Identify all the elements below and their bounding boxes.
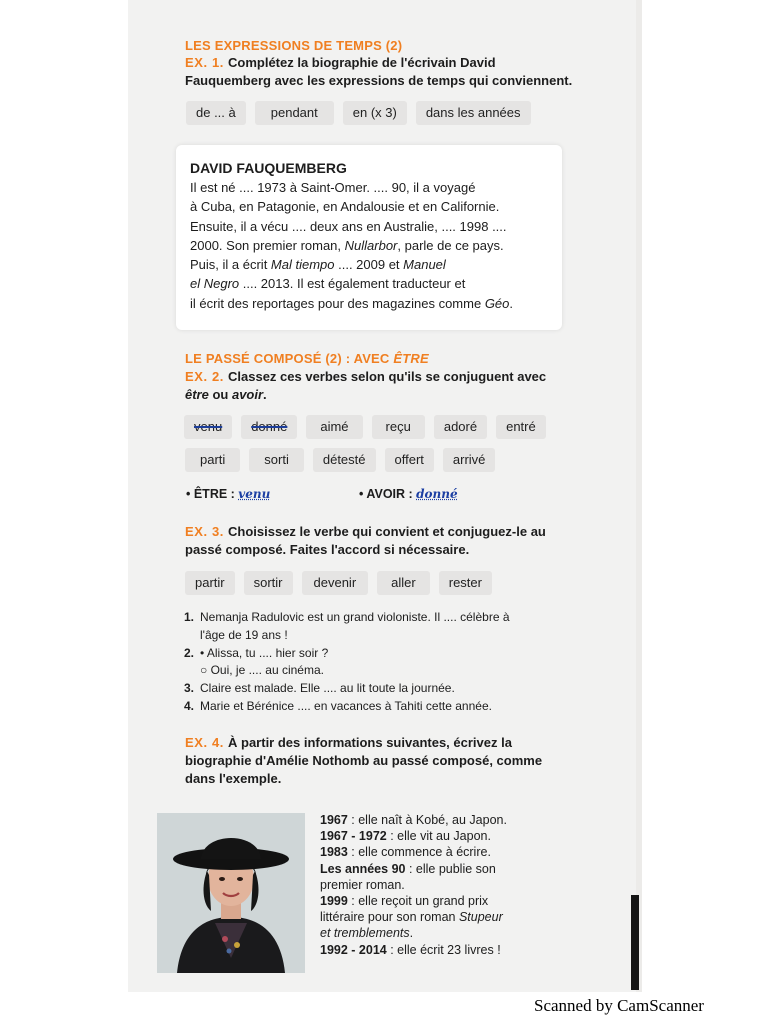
exercise-4-line-3: dans l'exemple. — [185, 771, 282, 786]
page-edge — [636, 0, 642, 992]
verb-chip: rester — [439, 571, 492, 595]
word-chip: dans les années — [416, 101, 531, 125]
nothomb-timeline — [320, 812, 545, 958]
timeline-entry-continued: premier roman. — [320, 877, 405, 892]
woman-portrait-photo — [157, 813, 305, 973]
exercise-2-number: EX. 2. — [185, 369, 225, 384]
bio-line: Puis, il a écrit Mal tiempo .... 2009 et Manuel — [190, 257, 446, 273]
bio-line: à Cuba, en Patagonie, en Andalousie et en Californie. — [190, 199, 500, 215]
exercise-1-word-bank — [186, 101, 540, 125]
etre-answer-row: • ÊTRE : venu — [186, 487, 271, 501]
timeline-entry: 1992 - 2014 : elle écrit 23 livres ! — [320, 942, 501, 957]
timeline-entry: 1983 : elle commence à écrire. — [320, 845, 491, 860]
sentence-3: 3. Claire est malade. Elle .... au lit toute la journée. — [184, 681, 455, 696]
scanner-watermark: Scanned by CamScanner — [534, 996, 704, 1015]
sentence-4: 4. Marie et Bérénice .... en vacances à Tahiti cette année. — [184, 698, 492, 713]
verb-chip: sortir — [244, 571, 293, 595]
exercise-3-instructions — [185, 523, 546, 559]
exercise-2-verbs-row-1 — [184, 415, 555, 439]
exercise-1-number: EX. 1. — [185, 55, 225, 70]
timeline-entry: 1967 : elle naît à Kobé, au Japon. — [320, 813, 507, 827]
section-heading-time-expressions: LES EXPRESSIONS DE TEMPS (2) — [185, 38, 403, 53]
exercise-3-number: EX. 3. — [185, 524, 225, 539]
verb-chip: aller — [377, 571, 430, 595]
timeline-entry-continued: littéraire pour son roman Stupeur — [320, 910, 503, 925]
section-heading-passe-compose: LE PASSÉ COMPOSÉ (2) : AVEC ÊTRE — [185, 351, 429, 366]
biography-box — [176, 145, 562, 330]
exercise-2-verbs-row-2 — [185, 448, 504, 472]
exercise-3-line-2: passé composé. Faites l'accord si nécessaire. — [185, 542, 470, 557]
verb-chip-crossed-out: donné — [241, 415, 297, 439]
sentence-1-continued: l'âge de 19 ans ! — [200, 627, 288, 642]
bio-line: Il est né .... 1973 à Saint-Omer. .... 90, il a voyagé — [190, 180, 476, 195]
verb-chip: arrivé — [443, 448, 496, 472]
exercise-2-line-2: être ou avoir. — [185, 387, 267, 402]
timeline-entry: 1999 : elle reçoit un grand prix — [320, 894, 489, 909]
exercise-1-line-1: Complétez la biographie de l'écrivain David — [228, 55, 496, 70]
verb-chip: offert — [385, 448, 434, 472]
handwritten-answer: venu — [238, 487, 271, 501]
word-chip: en (x 3) — [343, 101, 407, 125]
exercise-3-sentences — [184, 609, 524, 716]
timeline-entry-continued: et tremblements. — [320, 926, 414, 941]
exercise-4-number: EX. 4. — [185, 735, 225, 750]
verb-chip: partir — [185, 571, 235, 595]
sentence-2-reply: ○ Oui, je .... au cinéma. — [200, 663, 324, 678]
exercise-4-line-2: biographie d'Amélie Nothomb au passé composé, comme — [185, 753, 543, 768]
exercise-4-line-1: À partir des informations suivantes, écrivez la — [228, 735, 512, 750]
exercise-1-instructions — [185, 54, 572, 90]
verb-chip: détesté — [313, 448, 376, 472]
verb-chip-crossed-out: venu — [184, 415, 232, 439]
handwritten-answer: donné — [416, 487, 458, 501]
verb-chip: devenir — [302, 571, 369, 595]
exercise-3-line-1: Choisissez le verbe qui convient et conjuguez-le au — [228, 524, 546, 539]
avoir-answer-row: • AVOIR : donné — [359, 487, 458, 501]
timeline-entry: 1967 - 1972 : elle vit au Japon. — [320, 829, 491, 844]
sentence-2: 2. • Alissa, tu .... hier soir ? — [184, 645, 329, 660]
bio-line: 2000. Son premier roman, Nullarbor, parle de ce pays. — [190, 237, 504, 253]
verb-chip: parti — [185, 448, 240, 472]
verb-chip: reçu — [372, 415, 425, 439]
bio-line: il écrit des reportages pour des magazines comme Géo. — [190, 295, 514, 311]
word-chip: pendant — [255, 101, 334, 125]
timeline-entry: Les années 90 : elle publie son — [320, 861, 496, 876]
bio-line: el Negro .... 2013. Il est également traducteur et — [190, 276, 466, 292]
exercise-2-line-1: Classez ces verbes selon qu'ils se conjuguent avec — [228, 369, 547, 384]
word-chip: de ... à — [186, 101, 246, 125]
sentence-1: 1. Nemanja Radulovic est un grand violoniste. Il .... célèbre à — [184, 610, 510, 624]
biography-title: DAVID FAUQUEMBERG — [190, 160, 347, 176]
exercise-3-word-bank — [185, 571, 501, 595]
exercise-1-line-2: Fauquemberg avec les expressions de temps qui conviennent. — [185, 73, 573, 88]
exercise-2-instructions — [185, 368, 546, 404]
verb-chip: aimé — [306, 415, 362, 439]
scan-edge-mark — [631, 895, 639, 990]
portrait-drawing — [157, 813, 305, 973]
verb-chip: sorti — [249, 448, 304, 472]
verb-chip: adoré — [434, 415, 487, 439]
biography-text — [190, 178, 554, 313]
exercise-4-instructions — [185, 734, 542, 788]
bio-line: Ensuite, il a vécu .... deux ans en Australie, .... 1998 .... — [190, 218, 507, 234]
verb-chip: entré — [496, 415, 546, 439]
